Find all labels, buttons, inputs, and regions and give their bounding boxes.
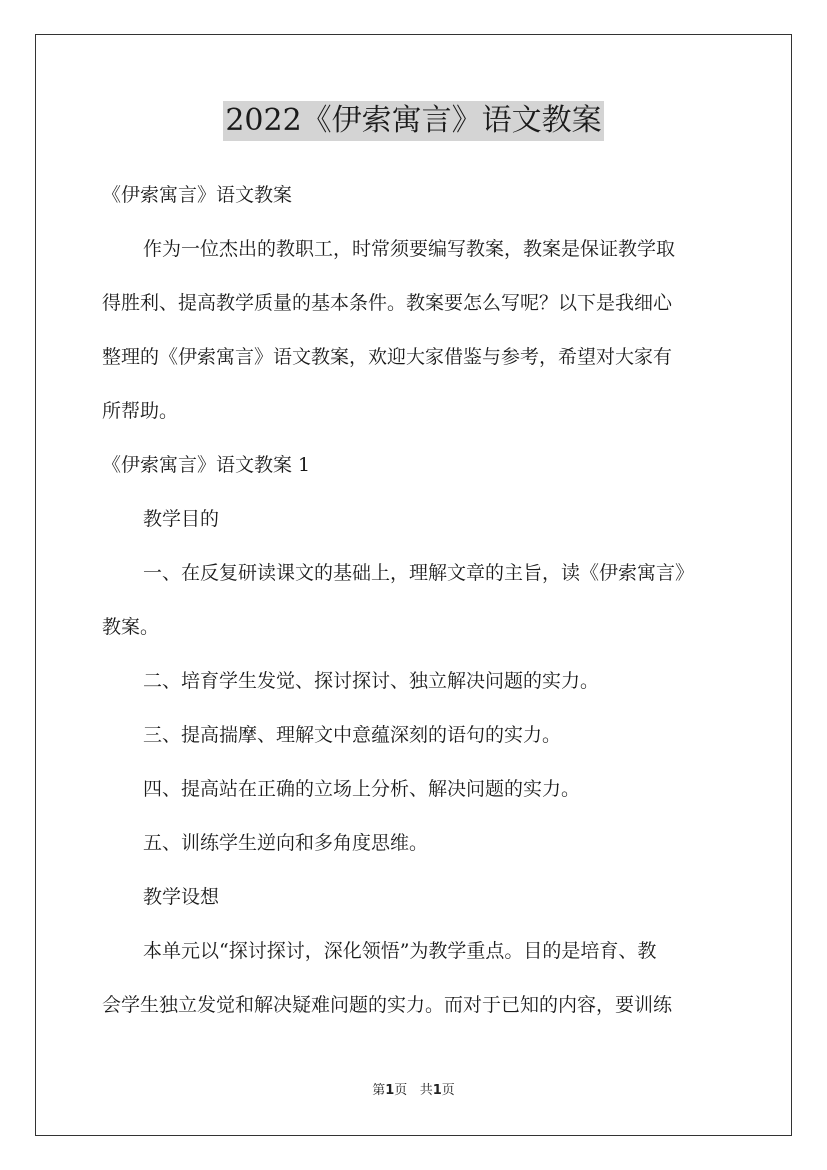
paragraph-line: 整理的《伊索寓言》语文教案，欢迎大家借鉴与参考，希望对大家有 bbox=[102, 346, 673, 368]
list-item: 四、提高站在正确的立场上分析、解决问题的实力。 bbox=[143, 778, 581, 800]
paragraph-line: 作为一位杰出的教职工，时常须要编写教案，教案是保证教学取 bbox=[143, 238, 676, 260]
paragraph-line: 得胜利、提高教学质量的基本条件。教案要怎么写呢？以下是我细心 bbox=[102, 292, 673, 314]
footer-prefix: 第 bbox=[372, 1083, 386, 1098]
document-title bbox=[0, 100, 827, 141]
list-item: 五、训练学生逆向和多角度思维。 bbox=[143, 832, 429, 854]
paragraph-line: 所帮助。 bbox=[102, 400, 179, 422]
footer-mid: 页 共 bbox=[394, 1083, 433, 1098]
footer-page-total: 1 bbox=[432, 1083, 442, 1098]
section-heading: 《伊索寓言》语文教案 1 bbox=[102, 454, 311, 476]
page-footer bbox=[0, 1083, 827, 1099]
list-item: 二、培育学生发觉、探讨探讨、独立解决问题的实力。 bbox=[143, 670, 600, 692]
document-title-text: 2022《伊索寓言》语文教案 bbox=[223, 101, 603, 141]
paragraph-line: 会学生独立发觉和解决疑难问题的实力。而对于已知的内容，要训练 bbox=[102, 994, 673, 1016]
footer-suffix: 页 bbox=[441, 1083, 455, 1098]
footer-page-current: 1 bbox=[385, 1083, 395, 1098]
paragraph-line: 教案。 bbox=[102, 616, 160, 638]
subsection-heading: 教学设想 bbox=[143, 886, 220, 908]
paragraph-line: 一、在反复研读课文的基础上，理解文章的主旨，读《伊索寓言》 bbox=[143, 562, 695, 584]
subsection-heading: 教学目的 bbox=[143, 508, 220, 530]
list-item: 三、提高揣摩、理解文中意蕴深刻的语句的实力。 bbox=[143, 724, 562, 746]
paragraph-line: 本单元以“探讨探讨，深化领悟”为教学重点。目的是培育、教 bbox=[143, 940, 657, 962]
section-heading: 《伊索寓言》语文教案 bbox=[102, 184, 293, 206]
